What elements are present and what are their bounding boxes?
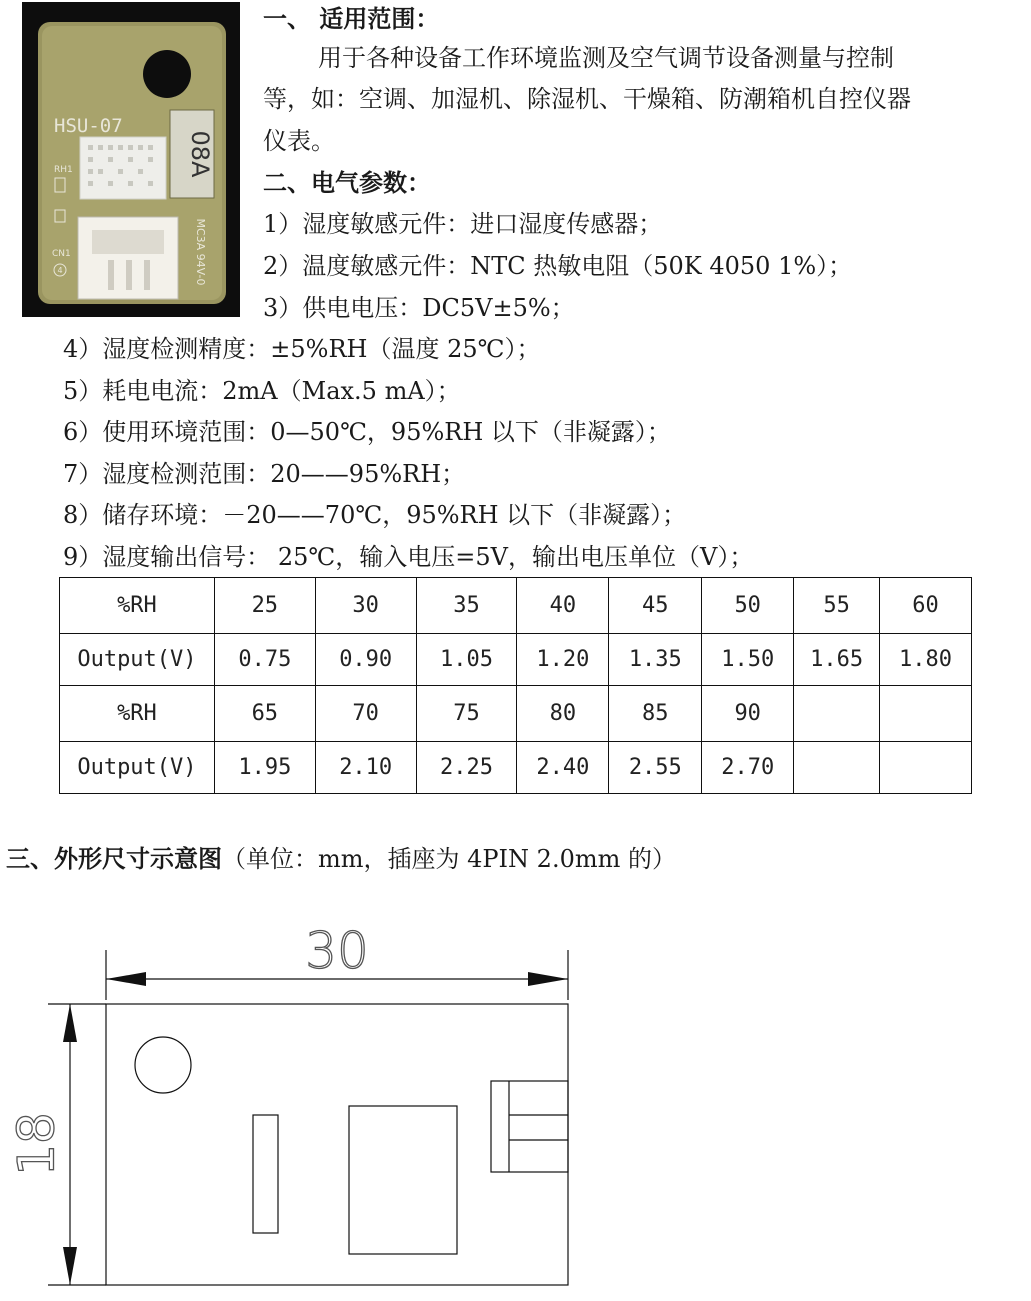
table-cell: 1.95 [214,742,315,794]
section-1-heading: 一、 适用范围： [263,5,440,33]
table-row [60,578,972,634]
table-cell: %RH [60,686,215,742]
table-cell: 75 [416,686,517,742]
table-cell: 1.35 [609,634,702,686]
sensor-photo [22,2,240,317]
section-1-text-line-1: 用于各种设备工作环境监测及空气调节设备测量与控制 [318,44,894,72]
arrow-right-icon [528,972,568,986]
section-3-note: （单位：mm，插座为 4PIN 2.0mm 的） [222,845,676,873]
table-cell: 2.70 [702,742,794,794]
section-1-text-line-2: 等，如：空调、加湿机、除湿机、干燥箱、防潮箱机自控仪器 [263,85,911,113]
table-cell: 80 [517,686,609,742]
param-1: 1）湿度敏感元件：进口湿度传感器； [263,210,663,238]
table-cell: 35 [416,578,517,634]
table-cell: Output(V) [60,742,215,794]
arrow-left-icon [106,972,146,986]
mounting-hole [143,50,191,98]
table-cell: 40 [517,578,609,634]
table-cell: 85 [609,686,702,742]
table-cell: 0.75 [214,634,315,686]
table-row [60,686,972,742]
table-cell: 2.40 [517,742,609,794]
section-1-text-line-3: 仪表。 [263,127,335,155]
table-cell: 60 [880,578,972,634]
table-cell: Output(V) [60,634,215,686]
table-cell [794,686,880,742]
table-cell: 50 [702,578,794,634]
height-label: 18 [7,1112,66,1176]
table-cell: 1.50 [702,634,794,686]
table-cell [880,686,972,742]
table-cell: 25 [214,578,315,634]
table-cell [794,742,880,794]
cn-number: 4 [57,266,63,275]
section-3-heading: 三、外形尺寸示意图 [6,845,222,873]
board-vertical-label: MC3A 94V-0 [194,218,207,286]
arrow-down-icon [63,1247,77,1285]
param-2: 2）温度敏感元件：NTC 热敏电阻（50K 4050 1%）； [263,252,853,280]
sensor-board-illustration [22,2,240,317]
section-3-title [6,839,676,879]
param-5: 5）耗电电流：2mA（Max.5 mA）； [63,377,461,405]
table-cell: 30 [315,578,416,634]
table-cell: 0.90 [315,634,416,686]
dimension-drawing [0,900,1031,1301]
table-cell: 1.80 [880,634,972,686]
table-row [60,634,972,686]
rh-label: RH1 [54,165,73,175]
table-cell: 2.25 [416,742,517,794]
board-model-label: HSU-07 [54,115,123,137]
table-cell: 1.05 [416,634,517,686]
table-cell: 90 [702,686,794,742]
table-cell: 70 [315,686,416,742]
table-cell: 2.10 [315,742,416,794]
table-cell [880,742,972,794]
board-side-label: 08A [186,130,214,178]
param-9: 9）湿度输出信号： 25℃，输入电压=5V，输出电压单位（V）； [63,543,754,571]
section-2-heading: 二、电气参数： [263,169,431,197]
width-label: 30 [305,922,369,980]
table-cell: 1.20 [517,634,609,686]
arrow-up-icon [63,1004,77,1042]
table-cell: 55 [794,578,880,634]
output-signal-table [59,577,972,794]
param-3: 3）供电电压：DC5V±5%； [263,294,575,322]
param-8: 8）储存环境：－20——70℃，95%RH 以下（非凝露）； [63,501,687,529]
param-4: 4）湿度检测精度：±5%RH（温度 25℃）； [63,335,541,363]
table-cell: %RH [60,578,215,634]
cn-label: CN1 [52,249,71,259]
table-row [60,742,972,794]
table-cell: 65 [214,686,315,742]
table-cell: 1.65 [794,634,880,686]
table-cell: 45 [609,578,702,634]
param-6: 6）使用环境范围：0—50℃，95%RH 以下（非凝露）； [63,418,671,446]
param-7: 7）湿度检测范围：20——95%RH； [63,460,466,488]
table-cell: 2.55 [609,742,702,794]
